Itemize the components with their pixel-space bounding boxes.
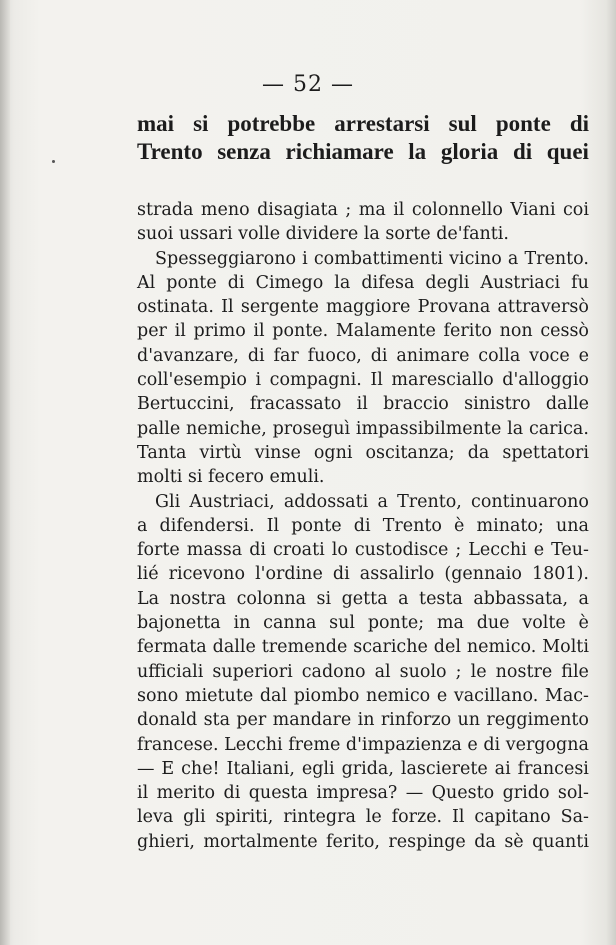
text-line: palle nemiche, proseguì impassibilmente la carica. (137, 418, 589, 439)
text-line: strada meno disagiata ; ma il colonnello Viani coi (137, 200, 589, 220)
text-line: La nostra colonna si getta a testa abbassata, a (137, 588, 589, 609)
text-line: d'avanzare, di far fuoco, di animare colla voce e (137, 345, 589, 366)
page-number: — 52 — (262, 72, 354, 97)
book-spine-shadow (0, 0, 10, 945)
text-line: francese. Lecchi freme d'impazienza e di vergogna (137, 734, 589, 755)
text-line: Bertuccini, fracassato il braccio sinistro dalle (137, 394, 589, 415)
text-line: lié ricevono l'ordine di assalirlo (gennaio 1801). (137, 564, 589, 585)
ink-spot (52, 160, 55, 163)
text-line: a difendersi. Il ponte di Trento è minato; una (137, 515, 589, 536)
text-line: Tanta virtù vinse ogni oscitanza; da spettatori (137, 442, 589, 463)
text-line: donald sta per mandare in rinforzo un reggimento (137, 710, 589, 731)
text-line: forte massa di croati lo custodisce ; Lecchi e Teu- (137, 540, 589, 561)
text-line: Al ponte di Cimego la difesa degli Austriaci fu (137, 272, 589, 293)
text-line: coll'esempio i compagni. Il maresciallo d'alloggio (137, 370, 589, 391)
text-line: — E che! Italiani, egli grida, lascierete ai francesi (137, 758, 589, 779)
text-line: ufficiali superiori cadono al suolo ; le nostre file (137, 661, 589, 682)
text-line: sono mietute dal piombo nemico e vacillano. Mac- (137, 685, 589, 706)
text-line: ghieri, mortalmente ferito, respinge da sè quanti (137, 831, 589, 852)
text-line: bajonetta in canna sul ponte; ma due volte è (137, 613, 589, 634)
page-text (137, 198, 589, 854)
text-line: molti si fecero emuli. (137, 467, 325, 488)
text-line: leva gli spiriti, rintegra le forze. Il capitano Sa- (137, 807, 589, 828)
heading-line: Trento senza richiamare la gloria di quei (137, 139, 589, 164)
text-line: Spesseggiarono i combattimenti vicino a Trento. (155, 248, 589, 269)
page-heading (137, 110, 589, 166)
text-line: il merito di questa impresa? — Questo grido sol- (137, 783, 589, 804)
text-line: suoi ussari volle dividere la sorte de'fanti. (137, 224, 509, 245)
text-line: ostinata. Il sergente maggiore Provana attraversò (137, 297, 589, 318)
heading-line: mai si potrebbe arrestarsi sul ponte di (137, 111, 589, 136)
text-line: per il primo il ponte. Malamente ferito non cessò (137, 321, 589, 342)
text-line: fermata dalle tremende scariche del nemico. Molti (137, 637, 589, 658)
text-line: Gli Austriaci, addossati a Trento, continuarono (155, 491, 589, 512)
